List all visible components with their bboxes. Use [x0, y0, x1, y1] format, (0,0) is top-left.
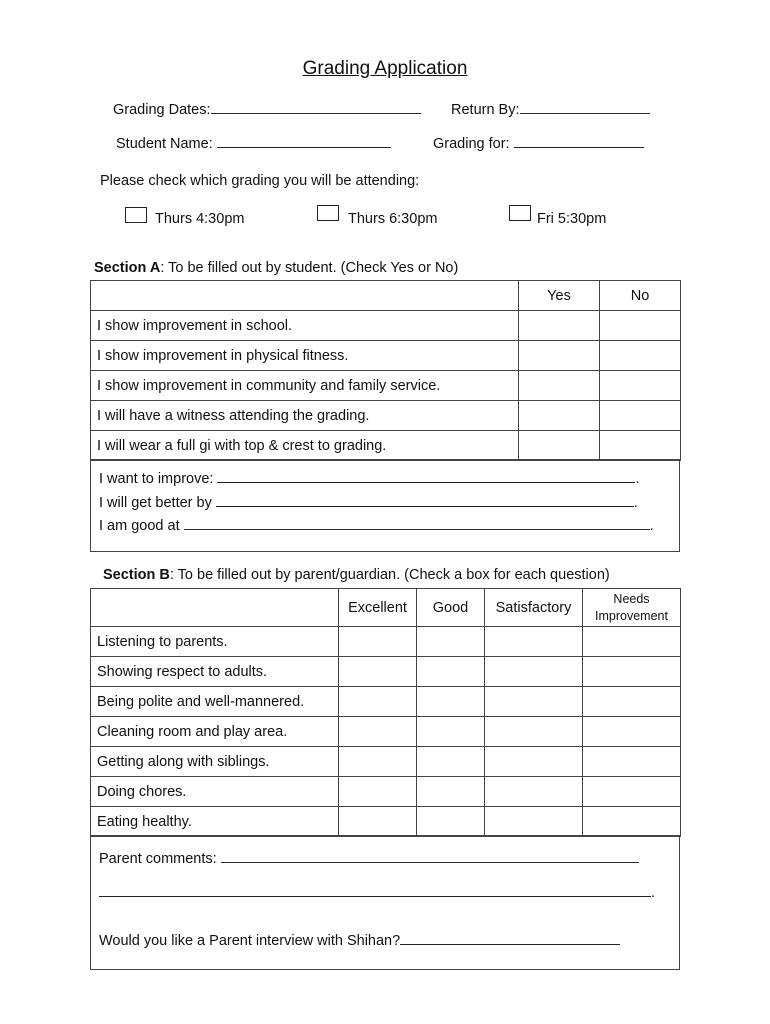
rating-cell[interactable]: [417, 807, 485, 837]
table-row: [91, 401, 681, 431]
grading-dates-field[interactable]: [113, 99, 421, 118]
rating-cell[interactable]: [583, 717, 681, 747]
section-a-table: [90, 280, 681, 461]
grading-for-line[interactable]: [514, 133, 644, 148]
section-b-label: Section B: [103, 567, 170, 583]
statement: I will have a witness attending the grading.: [91, 401, 519, 431]
rating-cell[interactable]: [417, 657, 485, 687]
rating-cell[interactable]: [417, 627, 485, 657]
section-a-heading: [94, 260, 458, 276]
section-a-header-row: [91, 281, 681, 311]
behavior: Being polite and well-mannered.: [91, 687, 339, 717]
student-name-line[interactable]: [217, 133, 391, 148]
statement: I will wear a full gi with top & crest to grading.: [91, 431, 519, 461]
rating-cell[interactable]: [339, 687, 417, 717]
better-label: I will get better by: [99, 495, 212, 511]
section-b-header-row: [91, 589, 681, 627]
column-good: Good: [417, 589, 485, 627]
column-yes: Yes: [519, 281, 600, 311]
rating-cell[interactable]: [485, 627, 583, 657]
good-at-label: I am good at: [99, 518, 180, 534]
better-line[interactable]: [216, 492, 634, 507]
rating-cell[interactable]: [339, 717, 417, 747]
better-prompt[interactable]: I will get better by .: [99, 492, 638, 511]
table-row: [91, 311, 681, 341]
section-b-table: [90, 588, 681, 837]
rating-cell[interactable]: [339, 777, 417, 807]
yes-cell[interactable]: [519, 431, 600, 461]
improve-prompt[interactable]: I want to improve: .: [99, 468, 640, 487]
table-row: [91, 747, 681, 777]
checkbox-thurs-630[interactable]: [317, 205, 339, 221]
rating-cell[interactable]: [583, 687, 681, 717]
yes-cell[interactable]: [519, 371, 600, 401]
improve-label: I want to improve:: [99, 471, 214, 487]
yes-cell[interactable]: [519, 311, 600, 341]
improve-line[interactable]: [217, 468, 635, 483]
rating-cell[interactable]: [485, 777, 583, 807]
table-row: [91, 341, 681, 371]
parent-comments-continuation[interactable]: .: [99, 882, 655, 901]
section-b-heading: [103, 567, 610, 583]
rating-cell[interactable]: [339, 747, 417, 777]
grading-for-field[interactable]: [433, 133, 644, 152]
rating-cell[interactable]: [417, 777, 485, 807]
behavior: Doing chores.: [91, 777, 339, 807]
rating-cell[interactable]: [417, 717, 485, 747]
section-a-label: Section A: [94, 260, 161, 276]
option-fri-530-label: Fri 5:30pm: [537, 211, 607, 227]
parent-interview-line[interactable]: [400, 930, 620, 945]
statement: I show improvement in physical fitness.: [91, 341, 519, 371]
parent-interview-field[interactable]: [99, 930, 620, 949]
behavior: Showing respect to adults.: [91, 657, 339, 687]
attendance-prompt: Please check which grading you will be attending:: [100, 173, 420, 189]
table-row: [91, 371, 681, 401]
option-thurs-630-label: Thurs 6:30pm: [348, 211, 438, 227]
rating-cell[interactable]: [485, 687, 583, 717]
section-b-blank-header: [91, 589, 339, 627]
no-cell[interactable]: [600, 371, 681, 401]
behavior: Getting along with siblings.: [91, 747, 339, 777]
column-excellent: Excellent: [339, 589, 417, 627]
rating-cell[interactable]: [485, 657, 583, 687]
return-by-label: Return By:: [451, 102, 520, 118]
no-cell[interactable]: [600, 341, 681, 371]
behavior: Cleaning room and play area.: [91, 717, 339, 747]
checkbox-thurs-430[interactable]: [125, 207, 147, 223]
rating-cell[interactable]: [583, 807, 681, 837]
parent-comments-line-2[interactable]: [99, 882, 651, 897]
parent-comments-line[interactable]: [221, 848, 639, 863]
behavior: Listening to parents.: [91, 627, 339, 657]
no-cell[interactable]: [600, 431, 681, 461]
rating-cell[interactable]: [417, 747, 485, 777]
table-row: [91, 717, 681, 747]
section-a-blank-header: [91, 281, 519, 311]
rating-cell[interactable]: [339, 627, 417, 657]
table-row: [91, 777, 681, 807]
return-by-field[interactable]: [451, 99, 650, 118]
rating-cell[interactable]: [583, 747, 681, 777]
parent-comments-field[interactable]: [99, 848, 639, 867]
rating-cell[interactable]: [485, 717, 583, 747]
grading-dates-label: Grading Dates:: [113, 102, 211, 118]
no-cell[interactable]: [600, 311, 681, 341]
statement: I show improvement in community and family service.: [91, 371, 519, 401]
table-row: [91, 807, 681, 837]
table-row: [91, 431, 681, 461]
rating-cell[interactable]: [485, 747, 583, 777]
section-a-instructions: : To be filled out by student. (Check Yes or No): [160, 260, 459, 276]
student-name-label: Student Name:: [116, 136, 213, 152]
rating-cell[interactable]: [339, 657, 417, 687]
form-title: Grading Application: [302, 58, 468, 79]
statement: I show improvement in school.: [91, 311, 519, 341]
table-row: [91, 657, 681, 687]
parent-comments-label: Parent comments:: [99, 851, 217, 867]
yes-cell[interactable]: [519, 341, 600, 371]
grading-dates-line[interactable]: [211, 99, 421, 114]
yes-cell[interactable]: [519, 401, 600, 431]
no-cell[interactable]: [600, 401, 681, 431]
column-no: No: [600, 281, 681, 311]
good-at-prompt[interactable]: I am good at .: [99, 515, 654, 534]
grading-for-label: Grading for:: [433, 136, 510, 152]
option-thurs-430-label: Thurs 4:30pm: [155, 211, 245, 227]
behavior: Eating healthy.: [91, 807, 339, 837]
rating-cell[interactable]: [583, 657, 681, 687]
column-satisfactory: Satisfactory: [485, 589, 583, 627]
checkbox-fri-530[interactable]: [509, 205, 531, 221]
rating-cell[interactable]: [417, 687, 485, 717]
column-needs-improvement: Needs Improvement: [583, 589, 681, 627]
table-row: [91, 627, 681, 657]
table-row: [91, 687, 681, 717]
parent-interview-label: Would you like a Parent interview with Shihan?: [99, 933, 401, 949]
good-at-line[interactable]: [184, 515, 650, 530]
rating-cell[interactable]: [339, 807, 417, 837]
rating-cell[interactable]: [485, 807, 583, 837]
return-by-line[interactable]: [520, 99, 650, 114]
rating-cell[interactable]: [583, 777, 681, 807]
rating-cell[interactable]: [583, 627, 681, 657]
section-b-instructions: : To be filled out by parent/guardian. (Check a box for each question): [169, 567, 610, 583]
student-name-field[interactable]: [116, 133, 391, 152]
